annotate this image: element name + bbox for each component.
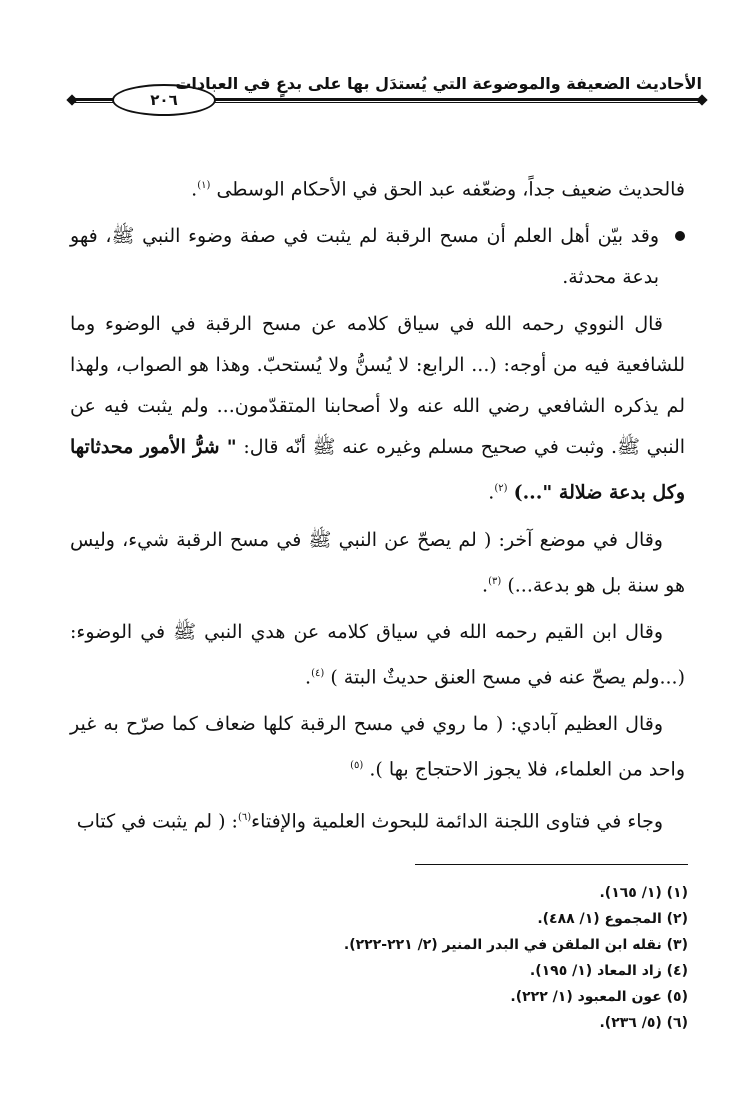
footnote-ref-2: (٢): [494, 483, 508, 495]
paragraph-nawawi: قال النووي رحمه الله في سياق كلامه عن مسح الرقبة في الوضوء وما للشافعية فيه من أوجه: (... الرابع: لا يُسنُّ ولا يُستحبّ. وهذا هو الصواب، ولهذا لم يذكره الشافعي رضي الله عنه ولا أصحابنا المتقدّمون... ولم يثبت فيه عن النبي ﷺ. وثبت في صحيح مسلم وغيره عنه ﷺ أنّه قال: " شرُّ الأمور محدثاتها وكل بدعة ضلالة "...) $^{(٢)}$.: [70, 313, 686, 504]
footnote-separator: [415, 864, 688, 865]
footnote-3: (٣) نقله ابن الملقن في البدر المنير (٢/ ٢٢١-٢٢٢).: [343, 937, 688, 953]
bullet-icon: [675, 231, 685, 241]
footnotes: [300, 880, 688, 1036]
right-diamond-ornament: [696, 94, 707, 105]
left-diamond-ornament: [66, 94, 77, 105]
footnote-ref-6: (٦): [237, 811, 252, 823]
page-number: ٢٠٦: [112, 84, 216, 116]
footnote-ref-3: (٣): [488, 575, 502, 587]
footnote-ref-5: (٥): [350, 760, 364, 772]
footnote-2: (٢) المجموع (١/ ٤٨٨).: [537, 911, 688, 927]
main-text: [70, 165, 685, 848]
paragraph-ibn-qayyim: وقال ابن القيم رحمه الله في سياق كلامه عن هدي النبي ﷺ في الوضوء: (...ولم يصحّ عنه في مسح العنق حديثٌ البتة ) $^{(٤)}$.: [70, 620, 685, 689]
paragraph-fatawa: وجاء في فتاوى اللجنة الدائمة للبحوث العلمية والإفتاء$^{(٦)}$: ( لم يثبت في كتاب: [76, 809, 663, 832]
running-header: [62, 70, 702, 110]
paragraph-azim-abadi: وقال العظيم آبادي: ( ما روي في مسح الرقبة كلها ضعاف كما صرّح به غير واحد من العلماء، فلا يجوز الاحتجاج بها ). $^{(٥)}$: [70, 713, 685, 781]
footnote-1: (١) (١/ ١٦٥).: [599, 885, 688, 901]
footnote-5: (٥) عون المعبود (١/ ٢٢٢).: [510, 989, 688, 1005]
footnote-4: (٤) زاد المعاد (١/ ١٩٥).: [529, 963, 688, 979]
footnote-ref-1: (١): [197, 180, 211, 191]
hadith-quote: " شرُّ الأمور محدثاتها وكل بدعة ضلالة "...): [70, 436, 685, 504]
bullet-paragraph: وقد بيّن أهل العلم أن مسح الرقبة لم يثبت في صفة وضوء النبي ﷺ، فهو بدعة محدثة.: [70, 216, 685, 298]
running-title: الأحاديث الضعيفة والموضوعة التي يُستدَل بها على بدعٍ في العبادات: [175, 74, 702, 93]
paragraph-another-place: وقال في موضع آخر: ( لم يصحّ عن النبي ﷺ في مسح الرقبة شيء، وليس هو سنة بل هو بدعة...) $^{(٣)}$.: [70, 528, 685, 596]
footnote-6: (٦) (٥/ ٢٣٦).: [599, 1015, 688, 1031]
paragraph-1: فالحديث ضعيف جداً، وضعّفه عبد الحق في الأحكام الوسطى $^{(١)}$.: [191, 178, 685, 201]
footnote-ref-4: (٤): [311, 667, 325, 679]
